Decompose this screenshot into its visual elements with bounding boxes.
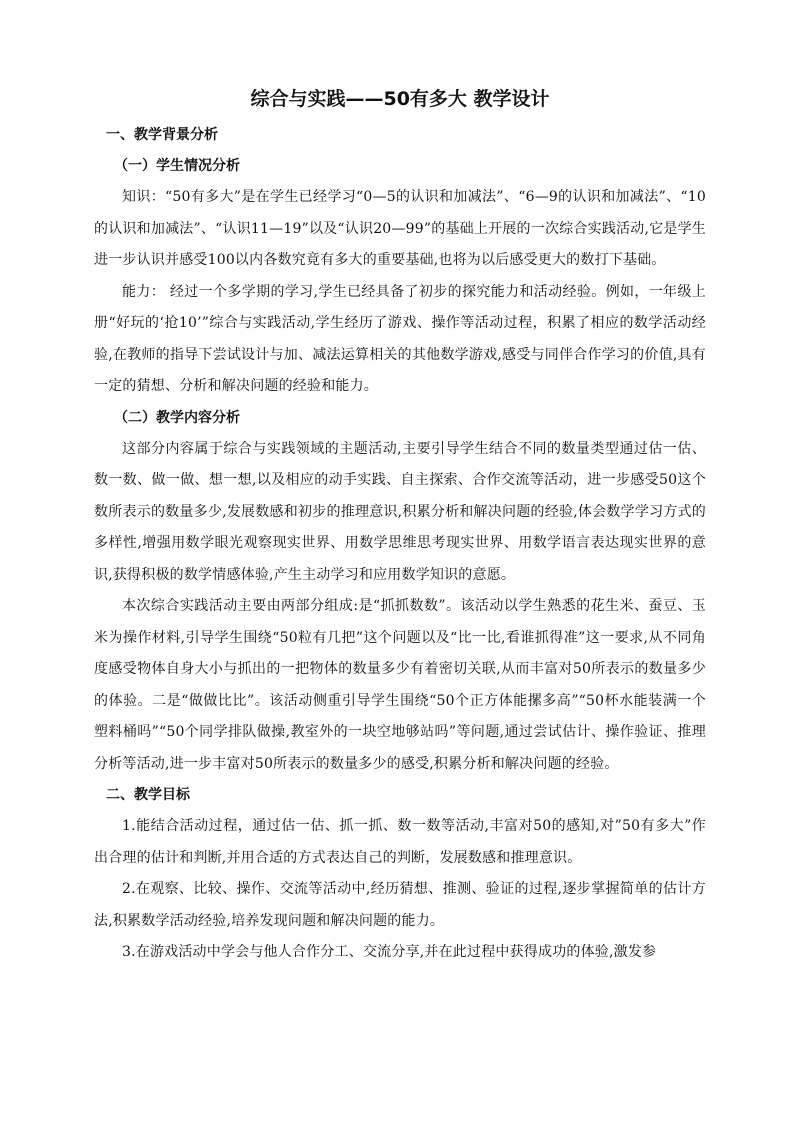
section-heading-goals: 二、教学目标 [106, 787, 190, 803]
goal-item: 3.在游戏活动中学会与他人合作分工、交流分享,并在此过程中获得成功的体验,激发参 [122, 944, 657, 960]
goal-item: 2.在观察、比较、操作、交流等活动中,经历猜想、推测、验证的过程,逐步掌握简单的估计方法,积累数学活动经验,培养发现问题和解决问题的能力。 [94, 881, 706, 929]
document-title: 综合与实践——50有多大 教学设计 [250, 88, 550, 110]
subsection-heading-students: （一）学生情况分析 [114, 158, 240, 174]
paragraph-knowledge: 知识：“50有多大”是在学生已经学习“0—5的认识和加减法”、“6—9的认识和加减法”、“10的认识和加减法”、“认识11—19”以及“认识20—99”的基础上开展的一次综合实践活动,它是学生进一步认识并感受100以内各数究竟有多大的重要基础,也将为以后感受更大的数打下基础。 [94, 189, 706, 268]
goal-item: 1.能结合活动过程，通过估一估、抓一抓、数一数等活动,丰富对50的感知,对”50有多大”作出合理的估计和判断,并用合适的方式表达自己的判断，发展数感和推理意识。 [94, 818, 706, 866]
paragraph-content-1: 这部分内容属于综合与实践领域的主题活动,主要引导学生结合不同的数量类型通过估一估、数一数、做一做、想一想,以及相应的动手实践、自主探索、合作交流等活动，进一步感受50这个数所表示的数量多少,发展数感和初步的推理意识,积累分析和解决问题的经验,体会数学学习方式的多样性,增强用数学眼光观察现实世界、用数学思维思考现实世界、用数学语言表达现实世界的意识,获得积极的数学情感体验,产生主动学习和应用数学知识的意愿。 [94, 440, 706, 583]
subsection-heading-content: （二）教学内容分析 [114, 409, 240, 426]
section-heading-background: 一、教学背景分析 [106, 127, 218, 143]
document-page [94, 82, 706, 969]
paragraph-ability: 能力： 经过一个多学期的学习,学生已经具备了初步的探究能力和活动经验。例如，一年级上册“好玩的‘抢10’”综合与实践活动,学生经历了游戏、操作等活动过程，积累了相应的数学活动经验,在教师的指导下尝试设计与加、减法运算相关的其他数学游戏,感受与同伴合作学习的价值,具有一定的猜想、分析和解决问题的经验和能力。 [94, 283, 706, 394]
paragraph-content-2: 本次综合实践活动主要由两部分组成:是“抓抓数数”。该活动以学生熟悉的花生米、蚕豆、玉米为操作材料,引导学生围绕“50粒有几把”这个问题以及“比一比,看谁抓得准”这一要求,从不同角度感受物体自身大小与抓出的一把物体的数量多少有着密切关联,从而丰富对50所表示的数量多少的体验。二是“做做比比”。该活动侧重引导学生围绕“50个正方体能摞多高”“50杯水能装满一个塑料桶吗”“50个同学排队做操,教室外的一块空地够站吗”等问题,通过尝试估计、操作验证、推理分析等活动,进一步丰富对50所表示的数量多少的感受,积累分析和解决问题的经验。 [94, 598, 706, 772]
